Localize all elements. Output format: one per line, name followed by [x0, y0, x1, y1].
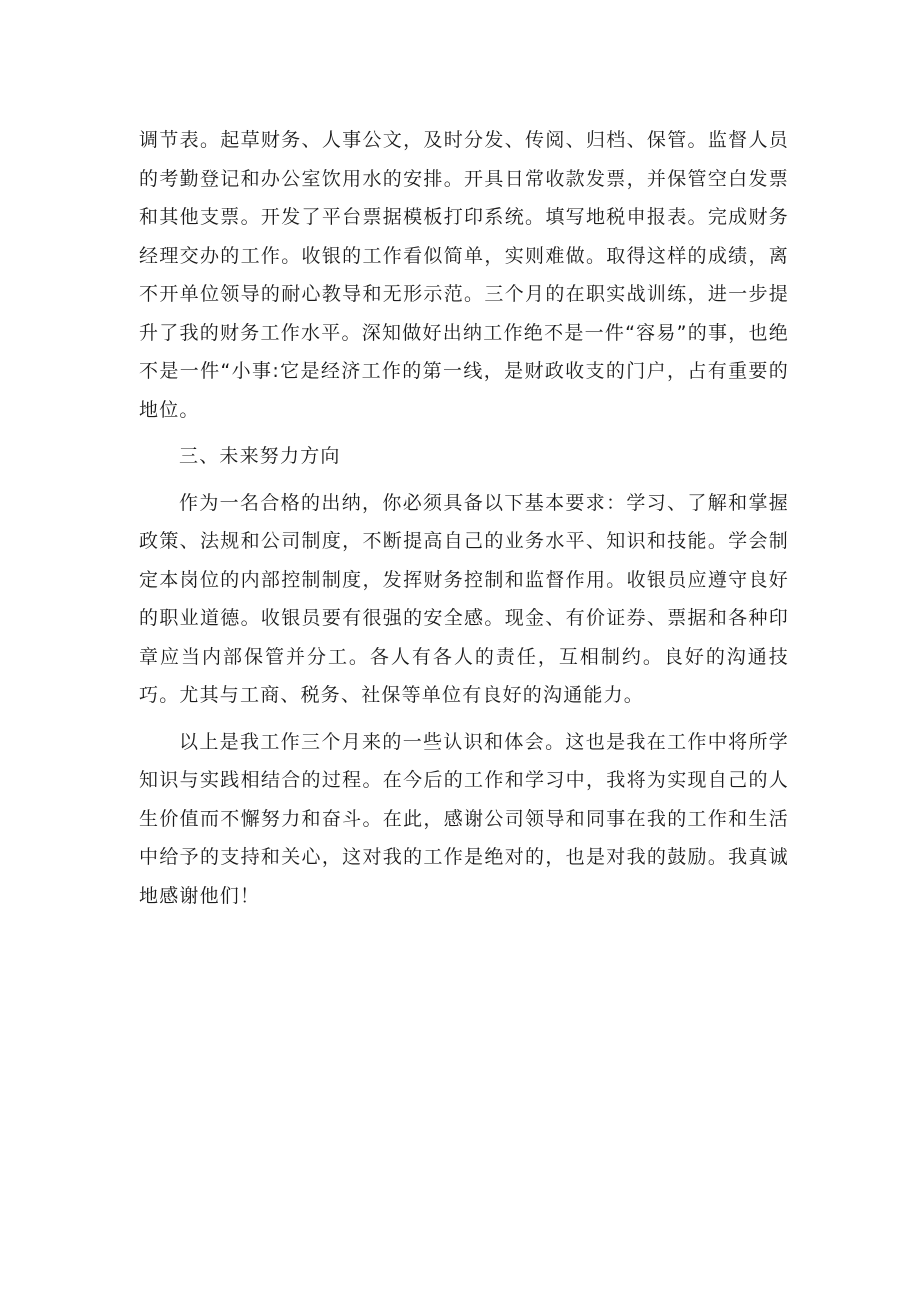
paragraph-duties-summary: 调节表。起草财务、人事公文，及时分发、传阅、归档、保管。监督人员的考勤登记和办公室饮用水的安排。开具日常收款发票，并保管空白发票和其他支票。开发了平台票据模板打印系统。填写地税申报表。完成财务经理交办的工作。收银的工作看似简单，实则难做。取得这样的成绩，离不开单位领导的耐心教导和无形示范。三个月的在职实战训练，进一步提升了我的财务工作水平。深知做好出纳工作绝不是一件“容易”的事，也绝不是一件“小事:它是经济工作的第一线，是财政收支的门户，占有重要的地位。 — [139, 129, 789, 421]
document-body — [139, 121, 789, 923]
paragraph-cashier-requirements: 作为一名合格的出纳，你必须具备以下基本要求：学习、了解和掌握政策、法规和公司制度，不断提高自己的业务水平、知识和技能。学会制定本岗位的内部控制制度，发挥财务控制和监督作用。收银员应遵守良好的职业道德。收银员要有很强的安全感。现金、有价证券、票据和各种印章应当内部保管并分工。各人有各人的责任，互相制约。良好的沟通技巧。尤其与工商、税务、社保等单位有良好的沟通能力。 — [139, 491, 789, 706]
section-heading-future-direction: 三、未来努力方向 — [179, 445, 341, 467]
paragraph-conclusion-thanks: 以上是我工作三个月来的一些认识和体会。这也是我在工作中将所学知识与实践相结合的过程。在今后的工作和学习中，我将为实现自己的人生价值而不懈努力和奋斗。在此，感谢公司领导和同事在我的工作和生活中给予的支持和关心，这对我的工作是绝对的，也是对我的鼓励。我真诚地感谢他们！ — [139, 730, 789, 907]
